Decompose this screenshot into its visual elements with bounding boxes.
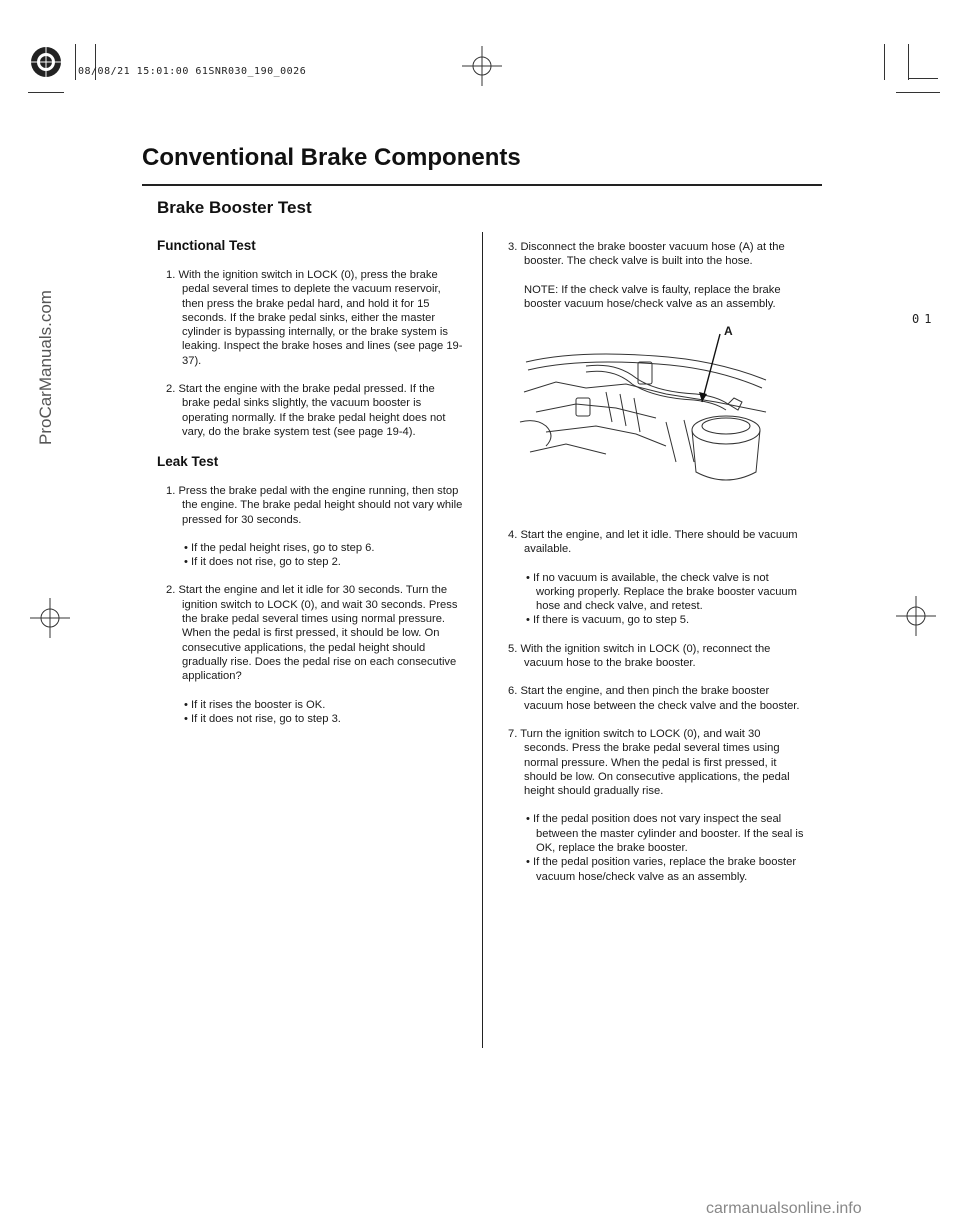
registration-crosshair-left bbox=[30, 598, 70, 643]
step-4: 4. Start the engine, and let it idle. There should be vacuum available. bbox=[508, 529, 798, 556]
leak-test-steps bbox=[166, 484, 464, 726]
brake-booster-illustration bbox=[516, 322, 774, 494]
crop-mark bbox=[908, 78, 938, 79]
step-7: 7. Turn the ignition switch to LOCK (0), and wait 30 seconds. Press the brake pedal several times using normal pressure. When the pedal is first pressed, it should be low. On consecutive applications, the pedal height should gradually rise. bbox=[508, 727, 790, 798]
registration-crosshair-right bbox=[896, 596, 936, 641]
leak-test-heading: Leak Test bbox=[157, 454, 219, 469]
figure-callout-label: A bbox=[724, 324, 733, 338]
section-title: Brake Booster Test bbox=[157, 198, 312, 217]
leak-step-1: 1. Press the brake pedal with the engine running, then stop the engine. The brake pedal height should not vary while pressed for 30 seconds. bbox=[166, 485, 463, 526]
column-divider bbox=[482, 232, 483, 1048]
step-5: 5. With the ignition switch in LOCK (0), reconnect the vacuum hose to the brake booster. bbox=[508, 642, 771, 670]
leak-step-2: 2. Start the engine and let it idle for 30 seconds. Turn the ignition switch to LOCK (0), and wait 30 seconds. Press the brake pedal several times using normal pressure. When the pedal is first pressed, it should be low. On consecutive applications, the pedal height should gradually rise. Does the pedal rise on each consecutive application? bbox=[166, 584, 458, 683]
crop-mark bbox=[75, 44, 76, 80]
footer-watermark: carmanualsonline.info bbox=[706, 1200, 862, 1217]
step-4-bullet: • If no vacuum is available, the check valve is not working properly. Replace the brake booster vacuum hose and check valve, and retest. bbox=[526, 571, 797, 613]
step-4-bullet: • If there is vacuum, go to step 5. bbox=[526, 614, 690, 627]
registration-target-top-left bbox=[28, 44, 64, 85]
functional-step-2: 2. Start the engine with the brake pedal pressed. If the brake pedal sinks slightly, the vacuum booster is operating normally. If the brake pedal height does not vary, do the brake system test (see page 19-4). bbox=[166, 383, 446, 438]
functional-step-1: 1. With the ignition switch in LOCK (0), press the brake pedal several times to deplete the vacuum reservoir, then press the brake pedal hard, and hold it for 15 seconds. If the brake pedal sinks, either the master cylinder is bypassing internally, or the brake system is leaking. Inspect the brake hoses and lines (see page 19-37). bbox=[166, 269, 463, 367]
step-6: 6. Start the engine, and then pinch the brake booster vacuum hose between the check valve and the booster. bbox=[508, 685, 800, 712]
functional-test-steps bbox=[166, 268, 464, 439]
registration-crosshair-top bbox=[462, 46, 502, 91]
right-column-top bbox=[508, 240, 808, 311]
crop-mark bbox=[896, 92, 940, 93]
crop-mark bbox=[28, 92, 64, 93]
print-stamp: 08/08/21 15:01:00 61SNR030_190_0026 bbox=[78, 66, 307, 77]
leak-step-2-bullet: • If it rises the booster is OK. bbox=[184, 698, 326, 711]
check-valve-note: NOTE: If the check valve is faulty, replace the brake booster vacuum hose/check valve as an assembly. bbox=[524, 283, 781, 310]
right-column-bottom bbox=[508, 528, 808, 884]
page-marker: 01 bbox=[912, 312, 937, 326]
leak-step-1-bullet: • If it does not rise, go to step 2. bbox=[184, 556, 341, 569]
step-3: 3. Disconnect the brake booster vacuum hose (A) at the booster. The check valve is built into the hose. bbox=[508, 241, 785, 268]
leak-step-2-bullet: • If it does not rise, go to step 3. bbox=[184, 712, 341, 725]
step-7-bullet: • If the pedal position does not vary inspect the seal between the master cylinder and booster. If the seal is OK, replace the brake booster. bbox=[526, 813, 804, 855]
crop-mark bbox=[884, 44, 885, 80]
step-7-bullet: • If the pedal position varies, replace the brake booster vacuum hose/check valve as an assembly. bbox=[526, 856, 797, 883]
functional-test-heading: Functional Test bbox=[157, 238, 256, 253]
side-watermark: ProCarManuals.com bbox=[36, 290, 55, 445]
crop-mark bbox=[908, 44, 909, 80]
title-rule bbox=[142, 184, 822, 186]
leak-step-1-bullet: • If the pedal height rises, go to step 6. bbox=[184, 541, 375, 554]
chapter-title: Conventional Brake Components bbox=[142, 144, 521, 171]
